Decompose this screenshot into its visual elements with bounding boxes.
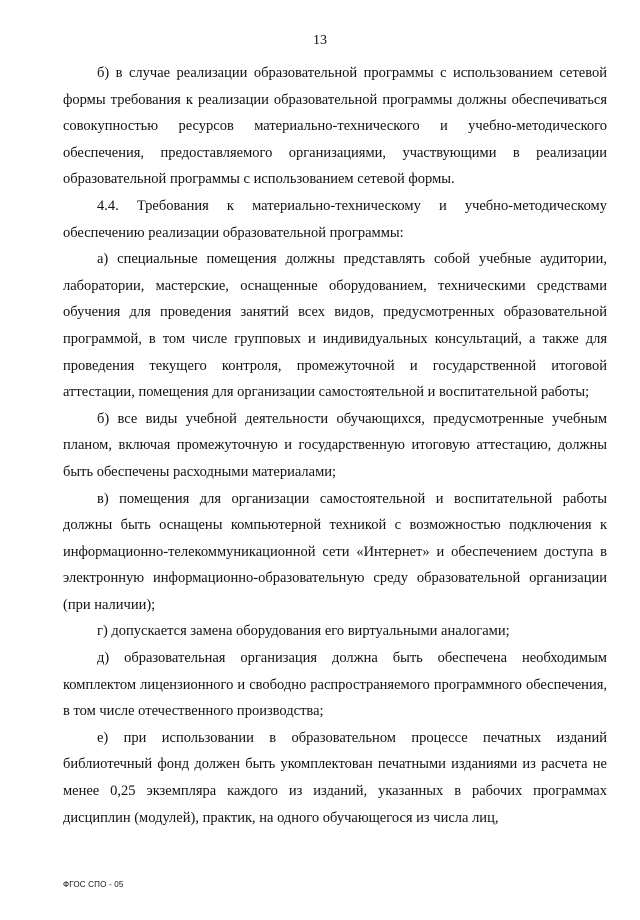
paragraph-v-computer-equipment: в) помещения для организации самостоятельной и воспитательной работы должны быть оснащены компьютерной техникой с возможностью подключения к информационно-телекоммуникационной сети «Интернет» и обеспечением доступа в электронную информационно-образовательную среду образовательной организации (при наличии); [63, 490, 607, 613]
paragraph-4-4-requirements: 4.4. Требования к материально-техническому и учебно-методическому обеспечению реализации образовательной программы: [63, 197, 607, 241]
paragraph-g-virtual-analogs: г) допускается замена оборудования его виртуальными аналогами; [97, 623, 510, 640]
document-body [63, 60, 607, 831]
paragraph-d-software: д) образовательная организация должна быть обеспечена необходимым комплектом лицензионного и свободно распространяемого программного обеспечения, в том числе отечественного производства; [63, 650, 607, 720]
paragraph-e-library-fund: е) при использовании в образовательном процессе печатных изданий библиотечный фонд должен быть укомплектован печатными изданиями из расчета не менее 0,25 экземпляра каждого из изданий, указанных в рабочих программах дисциплин (модулей), практик, на одного обучающегося из числа лиц, [63, 729, 607, 826]
paragraph-b-consumables: б) все виды учебной деятельности обучающихся, предусмотренные учебным планом, включая промежуточную и государственную итоговую аттестацию, должны быть обеспечены расходными материалами; [63, 410, 607, 480]
page-number: 13 [313, 33, 327, 48]
paragraph-a-special-rooms: а) специальные помещения должны представлять собой учебные аудитории, лаборатории, мастерские, оснащенные оборудованием, техническими средствами обучения для проведения занятий всех видов, предусмотренных образовательной программой, в том числе групповых и индивидуальных консультаций, а также для проведения текущего контроля, промежуточной и государственной итоговой аттестации, помещения для организации самостоятельной и воспитательной работы; [63, 251, 607, 401]
footer-document-code: ФГОС СПО - 05 [63, 880, 124, 889]
paragraph-b-network-form: б) в случае реализации образовательной программы с использованием сетевой формы требования к реализации образовательной программы должны обеспечиваться совокупностью ресурсов материально-технического и учебно-методического обеспечения, предоставляемого организациями, участвующими в реализации образовательной программы с использованием сетевой формы. [63, 65, 607, 188]
